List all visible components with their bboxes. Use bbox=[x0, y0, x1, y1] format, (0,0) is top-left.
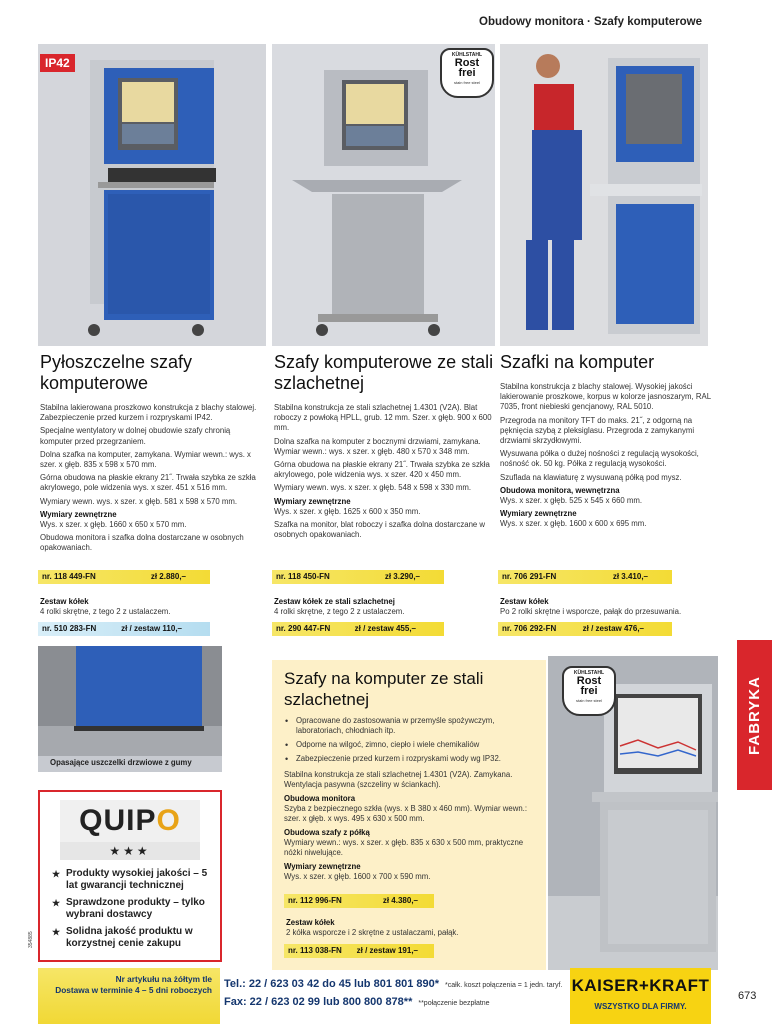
dustproof-cabinet-illustration bbox=[38, 44, 266, 346]
price: zł / zestaw 455,– bbox=[354, 624, 416, 633]
list-item: ★ Sprawdzone produkty – tylko wybrani dostawcy bbox=[52, 897, 220, 921]
product-desc: Przegroda na monitory TFT do maks. 21˝, z odgorną na pęknięcia szybą z pleksiglasu. Przegroda z zamykanymi drzwiami skrzydłowymi. bbox=[500, 415, 695, 446]
delivery-note-line: Nr artykułu na żółtym tle bbox=[115, 974, 212, 984]
product-photo-computer-cabinet-worker bbox=[500, 44, 708, 346]
product-desc: Stabilna konstrukcja z blachy stalowej. Wysokiej jakości lakierowanie proszkowe, korpus w kolorze jasnoszarym, RAL 7035, front niebieski gencjanowy, RAL 5010. bbox=[500, 382, 711, 412]
article-number: nr. 706 292-FN bbox=[502, 624, 557, 633]
phone-note: *całk. koszt połączenia = 1 jedn. taryf. bbox=[445, 982, 563, 989]
article-number: nr. 118 450-FN bbox=[276, 572, 330, 581]
price: zł / zestaw 476,– bbox=[582, 624, 644, 633]
product-column-stainless bbox=[274, 352, 496, 543]
article-number: nr. 113 038-FN bbox=[288, 946, 342, 955]
quipo-benefits-list bbox=[40, 860, 220, 950]
product-desc: Obudowa monitora i szafka dolna dostarczane w osobnych opakowaniach. bbox=[40, 533, 244, 553]
price-row-290447[interactable] bbox=[272, 622, 444, 636]
accessory-desc: 4 rolki skrętne, z tego 2 z ustalaczem. bbox=[40, 607, 171, 616]
spec-label: Obudowa szafy z półką bbox=[284, 828, 370, 837]
article-number: nr. 290 447-FN bbox=[276, 624, 331, 633]
ip42-badge: IP42 bbox=[40, 54, 75, 72]
price-row-118449[interactable] bbox=[38, 570, 210, 584]
accessory-title: Zestaw kółek ze stali szlachetnej bbox=[274, 597, 395, 606]
rostfrei-stamp-icon: KÜHLSTAHL Rost frei stain free steel bbox=[562, 666, 616, 716]
box-desc: Stabilna konstrukcja ze stali szlachetnej 1.4301 (V2A). Zamykana. Wentylacja pasywna (szczeliny w ściankach). bbox=[284, 770, 513, 789]
product-desc: Wys. x szer. x głęb. 1600 x 600 x 695 mm. bbox=[500, 519, 647, 529]
product-desc: Stabilna konstrukcja ze stali szlachetnej 1.4301 (V2A). Blat roboczy z powłoką HPLL, grub. 12 mm. Szer. x głęb. 900 x 600 mm. bbox=[274, 403, 492, 433]
price-row-706292[interactable] bbox=[498, 622, 672, 636]
price-row-112996[interactable] bbox=[284, 894, 434, 908]
phone-number[interactable]: Tel.: 22 / 623 03 42 do 45 lub 801 801 890* bbox=[224, 978, 440, 990]
spec-text: Wymiary wewn.: wys. x szer. x głęb. 835 x 630 x 500 mm, praktyczne nóżki niwelujące. bbox=[284, 838, 524, 857]
product-desc: Stabilna lakierowana proszkowo konstrukcja z blachy stalowej. Zabezpieczenie przed kurzem i rozpryskami IP42. bbox=[40, 403, 257, 423]
catalog-number: 354885 bbox=[28, 931, 34, 948]
list-item: ★ Solidna jakość produktu w korzystnej cenie zakupu bbox=[52, 926, 220, 950]
price-row-706291[interactable] bbox=[498, 570, 672, 584]
product-desc: Górna obudowa na płaskie ekrany 21˝. Trwała szybka ze szkła akrylowego, pole widzenia wys. x szer. 420 x 450 mm. bbox=[274, 460, 490, 480]
article-number: nr. 706 291-FN bbox=[502, 572, 557, 581]
door-gasket-photo bbox=[38, 646, 222, 772]
product-column-computer-cabinets bbox=[500, 352, 712, 533]
accessory-casters-box bbox=[286, 918, 536, 938]
section-tab-label: FABRYKA bbox=[746, 675, 764, 755]
quipo-quality-box bbox=[38, 790, 222, 962]
product-desc: Dolna szafka na komputer z bocznymi drzwiami, zamykana. Wymiar wewn.: wys. x szer. x głęb. 480 x 570 x 348 mm. bbox=[274, 436, 481, 456]
list-item: ★ Produkty wysokiej jakości – 5 lat gwarancji technicznej bbox=[52, 868, 220, 892]
door-gasket-illustration bbox=[38, 646, 222, 756]
accessory-title: Zestaw kółek bbox=[40, 597, 89, 606]
list-item: • Zabezpieczenie przed kurzem i rozpryskami wody wg IP32. bbox=[284, 754, 534, 764]
accessory-casters bbox=[40, 597, 240, 617]
accessory-desc: Po 2 rolki skrętne i wsporcze, pałąk do przesuwania. bbox=[500, 607, 682, 616]
rostfrei-stamp-icon: KÜHLSTAHL Rost frei stain free steel bbox=[440, 48, 494, 98]
price: zł / zestaw 191,– bbox=[356, 946, 418, 955]
accessory-desc: 2 kółka wsporcze i 2 skrętne z ustalaczami, pałąk. bbox=[286, 928, 459, 937]
product-desc: Wysuwana półka o dużej nośności z regulacją wysokości, nośność ok. 50 kg. Półka z regulacją wysokości. bbox=[500, 449, 699, 469]
brand-name: KAISER+KRAFT bbox=[571, 976, 710, 995]
article-number: nr. 112 996-FN bbox=[288, 896, 342, 905]
stainless-cabinet-feature-box bbox=[272, 660, 546, 970]
product-title: Szafy komputerowe ze stali szlachetnej bbox=[274, 352, 494, 393]
spec-label: Wymiary zewnętrzne bbox=[284, 862, 361, 871]
quipo-logo bbox=[60, 800, 200, 842]
price: zł / zestaw 110,– bbox=[121, 624, 182, 633]
delivery-note-line: Dostawa w terminie 4 – 5 dni roboczych bbox=[55, 985, 212, 995]
accessory-title: Zestaw kółek bbox=[500, 597, 549, 606]
product-title: Pyłoszczelne szafy komputerowe bbox=[40, 352, 193, 393]
list-item: • Opracowane do zastosowania w przemyśle spożywczym, laboratoriach, chłodniach itp. bbox=[284, 716, 534, 736]
list-item: • Odporne na wilgoć, zimno, ciepło i wiele chemikaliów bbox=[284, 740, 534, 750]
fax-note: **połączenie bezpłatne bbox=[418, 1000, 490, 1007]
price: zł 3.410,– bbox=[612, 572, 648, 581]
price-row-113038[interactable] bbox=[284, 944, 434, 958]
article-number: nr. 510 283-FN bbox=[42, 624, 97, 633]
product-desc: Dolna szafka na komputer, zamykana. Wymiar wewn.: wys. x szer. x głęb. 835 x 598 x 570 mm. bbox=[40, 449, 251, 470]
spec-text: Wys. x szer. x głęb. 1600 x 700 x 590 mm. bbox=[284, 872, 431, 881]
spec-text: Szyba z bezpiecznego szkła (wys. x B 380 x 460 mm). Wymiar wewn.: szer. x głęb. x wys. 495 x 630 x 500 mm. bbox=[284, 804, 528, 823]
price: zł 2.880,– bbox=[150, 572, 186, 581]
kaiser-kraft-logo[interactable] bbox=[570, 968, 711, 1024]
spec-label: Wymiary zewnętrzne bbox=[500, 509, 577, 519]
product-desc: Specjalne wentylatory w dolnej obudowie szafy chronią komputer przed przegrzaniem. bbox=[40, 426, 231, 446]
product-desc: Szuflada na klawiaturę z wysuwaną półką pod mysz. bbox=[500, 472, 682, 482]
product-photo-stainless-cabinet bbox=[272, 44, 495, 346]
spec-label: Wymiary zewnętrzne bbox=[274, 496, 351, 506]
quipo-logo-text: QUIP bbox=[79, 804, 157, 837]
product-desc: Górna obudowa na płaskie ekrany 21˝. Trwała szybka ze szkła akrylowego, pole widzenia wys. x szer. 451 x 516 mm. bbox=[40, 473, 256, 493]
product-desc: Wys. x szer. x głęb. 525 x 545 x 660 mm. bbox=[500, 496, 643, 506]
price-row-118450[interactable] bbox=[272, 570, 444, 584]
product-desc: Wys. x szer. x głęb. 1625 x 600 x 350 mm. bbox=[274, 506, 421, 516]
accessory-casters-computer bbox=[500, 597, 710, 617]
fax-number[interactable]: Fax: 22 / 623 02 99 lub 800 800 878** bbox=[224, 996, 413, 1008]
accessory-desc: 4 rolki skrętne, z tego 2 z ustalaczem. bbox=[274, 607, 405, 616]
delivery-note bbox=[38, 968, 220, 1024]
spec-label: Obudowa monitora, wewnętrzna bbox=[500, 485, 620, 495]
brand-tagline: WSZYSTKO DLA FIRMY. bbox=[594, 1002, 687, 1011]
stainless-cabinet-kitchen-photo bbox=[548, 656, 718, 970]
product-photo-dustproof-cabinet bbox=[38, 44, 266, 346]
price: zł 3.290,– bbox=[384, 572, 420, 581]
breadcrumb: Obudowy monitora · Szafy komputerowe bbox=[479, 16, 702, 28]
product-title: Szafki na komputer bbox=[500, 352, 655, 372]
product-column-dustproof bbox=[40, 352, 262, 557]
worker-cabinet-illustration bbox=[500, 44, 708, 346]
product-desc: Wys. x szer. x głęb. 1660 x 650 x 570 mm. bbox=[40, 520, 187, 530]
accessory-casters-stainless bbox=[274, 597, 494, 617]
box-title: Szafy na komputer ze stali szlachetnej bbox=[284, 669, 484, 709]
rating-stars-icon: ★★★ bbox=[60, 842, 200, 860]
spec-label: Wymiary zewnętrzne bbox=[40, 509, 117, 519]
accessory-title: Zestaw kółek bbox=[286, 918, 335, 927]
quipo-logo-o: O bbox=[156, 804, 181, 837]
contact-info bbox=[224, 976, 562, 1012]
product-desc: Wymiary wewn. wys. x szer. x głęb. 548 x 598 x 330 mm. bbox=[274, 483, 472, 493]
feature-bullets bbox=[284, 716, 534, 764]
spec-label: Obudowa monitora bbox=[284, 794, 356, 803]
price-row-510283[interactable] bbox=[38, 622, 210, 636]
section-tab-fabryka[interactable] bbox=[737, 640, 772, 790]
photo-caption: Opasające uszczelki drzwiowe z gumy bbox=[50, 758, 192, 767]
product-desc: Wymiary wewn. wys. x szer. x głęb. 581 x 598 x 570 mm. bbox=[40, 496, 238, 506]
product-desc: Szafka na monitor, blat roboczy i szafka dolna dostarczane w osobnych opakowaniach. bbox=[274, 520, 486, 540]
page-number: 673 bbox=[738, 990, 757, 1002]
article-number: nr. 118 449-FN bbox=[42, 572, 96, 581]
price: zł 4.380,– bbox=[382, 896, 418, 905]
